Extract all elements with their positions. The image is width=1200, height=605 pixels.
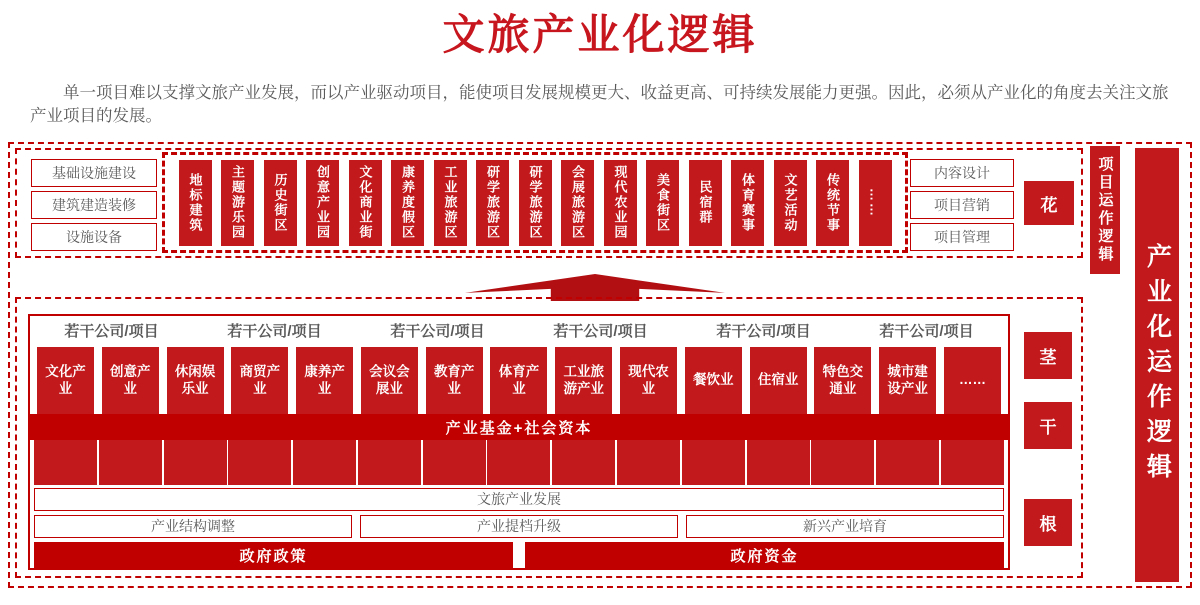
tree-stem-box: 茎 xyxy=(1024,332,1072,379)
project-type-box: 传统节事 xyxy=(816,160,849,246)
group-label: 若干公司/项目 xyxy=(64,323,159,340)
project-type-box: 研学旅游区 xyxy=(519,160,552,246)
industry-stem xyxy=(487,440,550,485)
group-label: 若干公司/项目 xyxy=(716,323,811,340)
support-box: 建筑建造装修 xyxy=(31,191,157,219)
industry-boxes-row xyxy=(30,347,1008,414)
project-type-box: 主题游乐园 xyxy=(221,160,254,246)
support-box: 设施设备 xyxy=(31,223,157,251)
industry-box: 餐饮业 xyxy=(685,347,742,414)
project-operation-logic-bar: 项目运作逻辑 xyxy=(1090,146,1120,274)
management-box: 项目营销 xyxy=(910,191,1014,219)
industry-box: 工业旅游产业 xyxy=(555,347,612,414)
industry-stems-row xyxy=(30,440,1008,485)
industry-box-ellipsis: …… xyxy=(944,347,1001,414)
government-policy-bar: 政府政策 xyxy=(34,542,513,568)
industry-stem xyxy=(358,440,421,485)
strategy-box: 新兴产业培育 xyxy=(686,515,1004,538)
support-box: 基础设施建设 xyxy=(31,159,157,187)
project-type-box: 现代农业园 xyxy=(604,160,637,246)
tree-trunk-box: 干 xyxy=(1024,402,1072,449)
industry-stem xyxy=(423,440,486,485)
industry-stem xyxy=(617,440,680,485)
industry-stem xyxy=(228,440,291,485)
industry-box: 体育产业 xyxy=(490,347,547,414)
group-label: 若干公司/项目 xyxy=(879,323,974,340)
project-type-box: 会展旅游区 xyxy=(561,160,594,246)
strategy-box: 产业提档升级 xyxy=(360,515,678,538)
project-type-box: 美食街区 xyxy=(646,160,679,246)
strategy-box: 产业结构调整 xyxy=(34,515,352,538)
industry-stem xyxy=(747,440,810,485)
project-type-box: 工业旅游区 xyxy=(434,160,467,246)
industry-box: 创意产业 xyxy=(102,347,159,414)
project-type-box: 地标建筑 xyxy=(179,160,212,246)
project-type-box: 民宿群 xyxy=(689,160,722,246)
project-section-frame xyxy=(15,148,1083,258)
industrialization-operation-logic-bar: 产业化运作逻辑 xyxy=(1135,148,1179,582)
project-type-box: 文艺活动 xyxy=(774,160,807,246)
management-box: 项目管理 xyxy=(910,223,1014,251)
industry-stem xyxy=(99,440,162,485)
industry-box: 现代农业 xyxy=(620,347,677,414)
strategy-row xyxy=(34,515,1004,538)
industry-stem xyxy=(876,440,939,485)
page-title: 文旅产业化逻辑 xyxy=(442,11,758,58)
industry-stem xyxy=(682,440,745,485)
industry-box: 休闲娱乐业 xyxy=(167,347,224,414)
government-row xyxy=(34,542,1004,568)
management-box: 内容设计 xyxy=(910,159,1014,187)
industry-box: 文化产业 xyxy=(37,347,94,414)
group-label: 若干公司/项目 xyxy=(227,323,322,340)
management-column xyxy=(910,159,1014,255)
project-type-box-ellipsis: …… xyxy=(859,160,892,246)
project-type-box: 历史街区 xyxy=(264,160,297,246)
project-type-box: 体育赛事 xyxy=(731,160,764,246)
industry-stem xyxy=(164,440,227,485)
support-column xyxy=(31,159,157,255)
industry-stem xyxy=(293,440,356,485)
industry-box: 城市建设产业 xyxy=(879,347,936,414)
industry-box: 商贸产业 xyxy=(231,347,288,414)
flower-label-box: 花 xyxy=(1024,181,1074,225)
project-types-frame xyxy=(162,152,908,253)
industry-box: 住宿业 xyxy=(750,347,807,414)
industry-stem xyxy=(941,440,1004,485)
government-fund-bar: 政府资金 xyxy=(525,542,1004,568)
companies-group-box xyxy=(28,314,1010,570)
project-type-box: 研学旅游区 xyxy=(476,160,509,246)
development-box: 文旅产业发展 xyxy=(34,488,1004,511)
industry-section-frame xyxy=(15,297,1083,578)
industry-box: 特色交通业 xyxy=(814,347,871,414)
group-label: 若干公司/项目 xyxy=(390,323,485,340)
industry-fund-bar: 产业基金+社会资本 xyxy=(30,414,1008,440)
intro-paragraph: 单一项目难以支撑文旅产业发展，而以产业驱动项目，能使项目发展规模更大、收益更高、可持续发展能力更强。因此，必须从产业化的角度去关注文旅产业项目的发展。 xyxy=(30,84,1169,126)
group-label: 若干公司/项目 xyxy=(553,323,648,340)
industry-box: 康养产业 xyxy=(296,347,353,414)
industry-stem xyxy=(34,440,97,485)
industry-box: 教育产业 xyxy=(426,347,483,414)
tree-root-box: 根 xyxy=(1024,499,1072,546)
project-type-box: 创意产业园 xyxy=(306,160,339,246)
group-labels-row xyxy=(30,320,1008,344)
project-type-box: 文化商业街 xyxy=(349,160,382,246)
industry-stem xyxy=(811,440,874,485)
project-type-box: 康养度假区 xyxy=(391,160,424,246)
industry-box: 会议会展业 xyxy=(361,347,418,414)
industry-stem xyxy=(552,440,615,485)
